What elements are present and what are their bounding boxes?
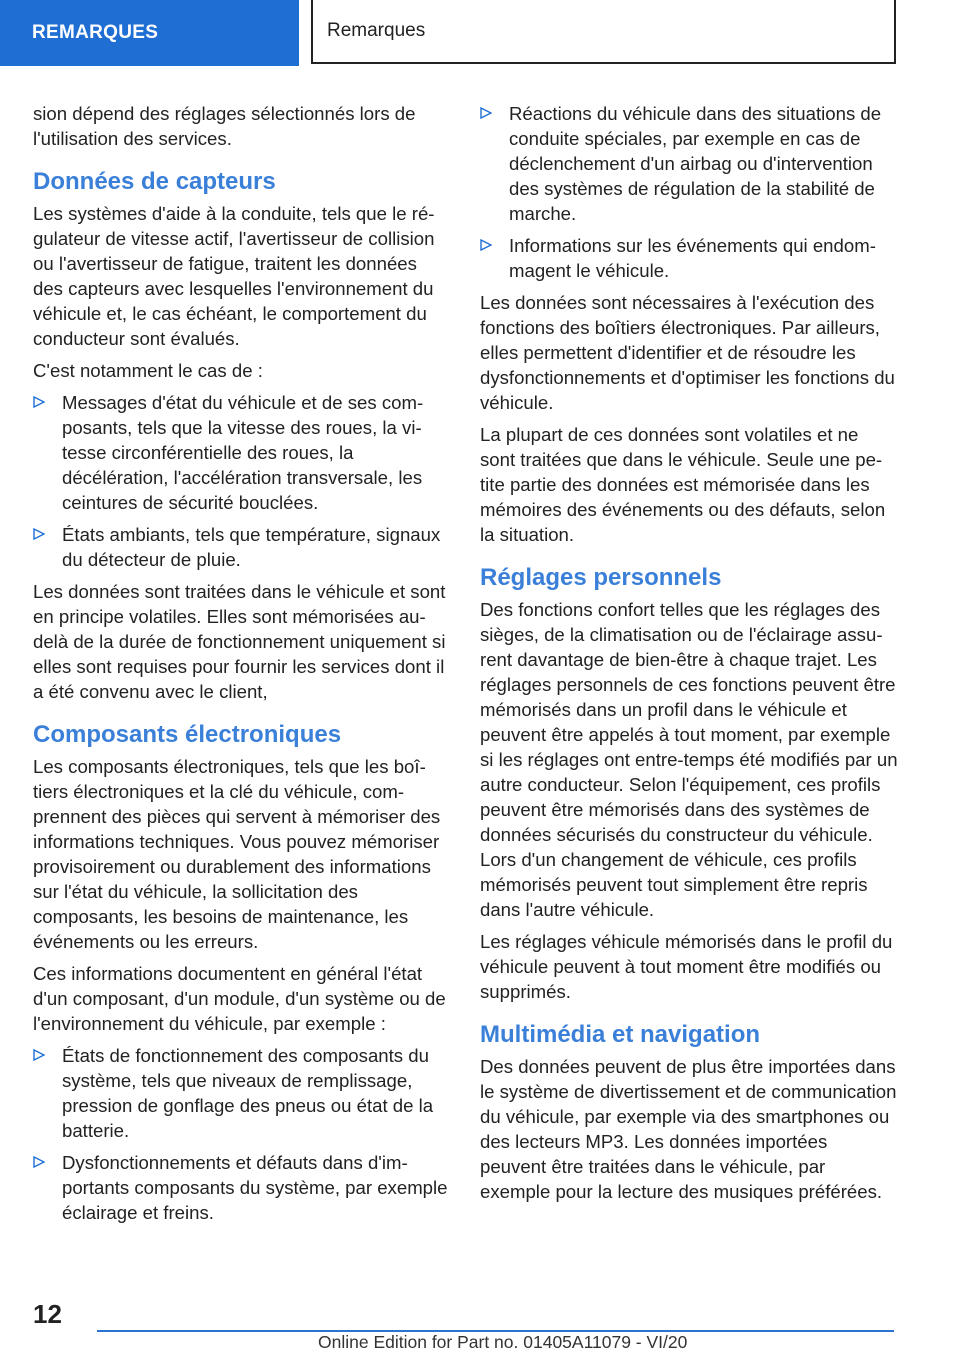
paragraph: Les données sont traitées dans le véhicule et sont en principe volatiles. Elles sont mémorisées au-delà de la durée de fonctionnement uniquement si elles sont requises pour fournir les services dont il a été convenu avec le client, xyxy=(33,581,446,702)
paragraph: sion dépend des réglages sélectionnés lors de l'utilisation des services. xyxy=(33,103,416,149)
section-tab: REMARQUES xyxy=(0,0,299,66)
right-column xyxy=(480,101,898,1211)
heading-multimedia-navigation: Multimédia et navigation xyxy=(480,1021,761,1048)
list-item xyxy=(480,233,898,283)
list-item-text: Informations sur les événements qui endommagent le véhicule. xyxy=(509,235,876,281)
bullet-list xyxy=(480,101,898,283)
paragraph: Les données sont nécessaires à l'exécution des fonctions des boîtiers électroniques. Par ailleurs, elles permettent d'identifier et de résoudre les dysfonctionnements et d'optimiser les fonctions du véhicule. xyxy=(480,292,895,413)
list-item xyxy=(33,1043,451,1143)
triangle-bullet-icon xyxy=(33,1049,45,1061)
triangle-bullet-icon xyxy=(480,239,492,251)
page-number: 12 xyxy=(33,1299,62,1329)
paragraph: Les systèmes d'aide à la conduite, tels que le régulateur de vitesse actif, l'avertisseur de collision ou l'avertisseur de fatigue, traitent les données des capteurs avec lesquelles l'environnement du véhicule et, le cas échéant, le comportement du conducteur sont évalués. xyxy=(33,203,435,349)
triangle-bullet-icon xyxy=(33,528,45,540)
list-item xyxy=(33,390,451,515)
paragraph: C'est notamment le cas de : xyxy=(33,360,263,381)
bullet-list xyxy=(33,390,451,572)
list-item-text: Réactions du véhicule dans des situations de conduite spéciales, par exemple en cas de déclenchement d'un airbag ou d'intervention des systèmes de régulation de la stabilité de marche. xyxy=(509,103,882,224)
list-item xyxy=(33,1150,451,1225)
list-item-text: États ambiants, tels que température, signaux du détecteur de pluie. xyxy=(62,524,441,570)
paragraph: Ces informations documentent en général l'état d'un composant, d'un module, d'un système ou de l'environnement du véhicule, par exemple : xyxy=(33,963,446,1034)
list-item xyxy=(480,101,898,226)
edition-footer: Online Edition for Part no. 01405A11079 - VI/20 xyxy=(318,1332,688,1352)
triangle-bullet-icon xyxy=(480,107,492,119)
left-column xyxy=(33,101,451,1232)
paragraph: La plupart de ces données sont volatiles et ne sont traitées que dans le véhicule. Seule une petite partie des données est mémorisée dans les mémoires des événements ou des défauts, selon la situation. xyxy=(480,424,886,545)
triangle-bullet-icon xyxy=(33,1156,45,1168)
paragraph: Des fonctions confort telles que les réglages des sièges, de la climatisation ou de l'éclairage assurent davantage de bien-être à chaque trajet. Les réglages personnels de ces fonctions peuvent être mémorisés dans un profil dans le véhicule et peuvent être appelés à tout moment, par exemple si les réglages ont entre-temps été modifiés par un autre conducteur. Selon l'équipement, ces profils peuvent être mémorisés dans des systèmes de données sécurisés du constructeur du véhicule. Lors d'un changement de véhicule, ces profils mémorisés peuvent tout simplement être repris dans l'autre véhicule. xyxy=(480,599,898,920)
section-title: Remarques xyxy=(311,0,896,64)
bullet-list xyxy=(33,1043,451,1225)
paragraph: Les composants électroniques, tels que les boîtiers électroniques et la clé du véhicule, comprennent des pièces qui servent à mémoriser des informations techniques. Vous pouvez mémoriser provisoirement ou durablement des informations sur l'état du véhicule, la sollicitation des composants, les besoins de maintenance, les événements ou les erreurs. xyxy=(33,756,441,952)
triangle-bullet-icon xyxy=(33,396,45,408)
list-item xyxy=(33,522,451,572)
paragraph: Des données peuvent de plus être importées dans le système de divertissement et de communication du véhicule, par exemple via des smartphones ou des lecteurs MP3. Les données importées peuvent être traitées dans le véhicule, par exemple pour la lecture des musiques préférées. xyxy=(480,1056,897,1202)
paragraph: Les réglages véhicule mémorisés dans le profil du véhicule peuvent à tout moment être modifiés ou supprimés. xyxy=(480,931,893,1002)
heading-reglages-personnels: Réglages personnels xyxy=(480,564,722,591)
list-item-text: Messages d'état du véhicule et de ses composants, tels que la vitesse des roues, la vitesse circonférentielle des roues, la décélération, l'accélération transversale, les ceintures de sécurité bouclées. xyxy=(62,392,424,513)
heading-donnees-capteurs: Données de capteurs xyxy=(33,168,276,195)
list-item-text: Dysfonctionnements et défauts dans d'importants composants du système, par exemple éclairage et freins. xyxy=(62,1152,448,1223)
heading-composants-electroniques: Composants électroniques xyxy=(33,721,342,748)
list-item-text: États de fonctionnement des composants du système, tels que niveaux de remplissage, pression de gonflage des pneus ou état de la batterie. xyxy=(62,1045,434,1141)
page-header xyxy=(0,0,960,66)
